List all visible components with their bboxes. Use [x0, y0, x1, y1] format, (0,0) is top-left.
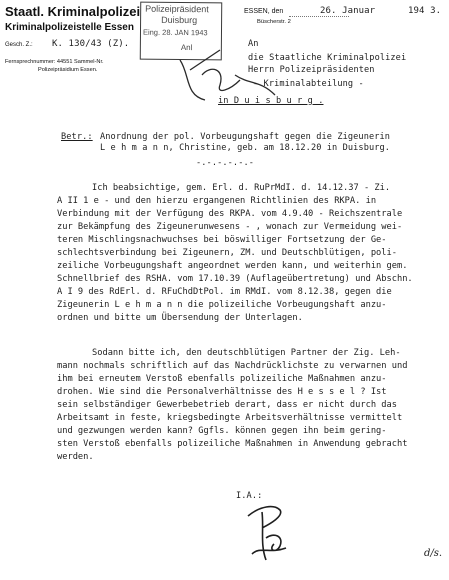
phone-line: Fernsprechnummer: 44551 Sammel-Nr. [5, 59, 104, 65]
org-name: Staatl. Kriminalpolizei [5, 4, 141, 19]
body-line: schlechtsverbindung bei Zigeunern, ZM. und Deutschblütigen, poli- [57, 248, 397, 258]
recipient-line-3: - Kriminalabteilung - [253, 79, 364, 89]
org-subunit: Kriminalpolizeistelle Essen [5, 22, 134, 33]
closing-ia: I.A.: [236, 491, 263, 501]
body-line: Schnellbrief des RSHA. vom 17.10.39 (Auflageübertretung) und Abschn. [57, 274, 413, 284]
body-line: A II 1 e - und den hierzu ergangenen Richtlinien des RKPA. in [57, 196, 377, 206]
signature [240, 498, 300, 568]
subject-line-1: Anordnung der pol. Vorbeugungshaft gegen die Zigeunerin [100, 132, 391, 142]
body-line: werden. [57, 452, 94, 462]
place-label: ESSEN, den [244, 8, 284, 15]
handwritten-initials: d/s. [424, 548, 443, 559]
body-line: sein selbständiger Gewerbebetrieb derart, dass er nicht durch das [57, 400, 397, 410]
body-line: ordnen und bitte um Übersendung der Unterlagen. [57, 313, 303, 323]
body-line: zeiliche Vorbeugungshaft angeordnet werden kann, und weiterhin gem. [57, 261, 408, 271]
body-line: Zigeunerin L e h m a n n die polizeiliche Vorbeugungshaft anzu- [57, 300, 387, 310]
subject-line-2: L e h m a n n, Christine, geb. am 18.12.20 in Duisburg. [100, 143, 391, 153]
body-line: sten Verstoß ebenfalls polizeiliche Maßnahmen in Anwendung gebracht [57, 439, 408, 449]
body-line: zur Bekämpfung des Zigeunerunwesens - , wonach zur Vermeidung wei- [57, 222, 403, 232]
stamp-title: Polizeipräsident [145, 3, 209, 15]
body-line: mann nochmals schriftlich auf das Nachdrücklichste zu verwarnen und [57, 361, 408, 371]
body-line: Verbindung mit der Verfügung des RKPA. vom 4.9.40 - Reichszentrale [57, 209, 403, 219]
body-line: drohen. Wie sind die Personalverhältnisse des H e s s e l ? Ist [57, 387, 387, 397]
recipient-an: An [248, 39, 259, 49]
body-line: Sodann bitte ich, den deutschblütigen Partner der Zig. Leh- [92, 348, 401, 358]
subject-label: Betr.: [61, 132, 93, 142]
body-line: ihm bei erneutem Verstoß ebenfalls polizeiliche Maßnahmen anzu- [57, 374, 387, 384]
body-line: und gezwungen werden kann? Ggfls. können gegen ihn beim gering- [57, 426, 387, 436]
body-line: A I 9 des RdErl. d. RFuChdDtPol. im RMdI. vom 8.12.38, gegen die [57, 287, 392, 297]
recipient-line-2: Herrn Polizeipräsidenten [248, 65, 375, 75]
recipient-line-1: die Staatliche Kriminalpolizei [248, 53, 407, 63]
gesch-label: Gesch. Z.: [5, 42, 33, 48]
stamp-date: Eing. 28. JAN 1943 [142, 27, 208, 38]
letter-date: 26. Januar [320, 6, 376, 16]
body-line: Ich beabsichtige, gem. Erl. d. RuPrMdI. d. 14.12.37 - Zi. [92, 183, 391, 193]
letter-year: 194 3. [408, 6, 442, 16]
stamp-anl: Anl [180, 42, 193, 53]
recipient-city: in D u i s b u r g . [218, 96, 324, 106]
body-line: Arbeitsamt in feste, kriegsbedingte Arbeitsverhältnisse vermittelt [57, 413, 403, 423]
date-line [289, 16, 349, 17]
body-line: teren Mischlingsnachwuchses bei böswilliger Fortsetzung der Ge- [57, 235, 387, 245]
subject-separator: -.-.-.-.-.- [196, 158, 255, 168]
gesch-value: K. 130/43 (Z). [52, 39, 130, 49]
stamp-city: Duisburg [161, 14, 198, 26]
phone-line-2: Polizeipräsidium Essen. [38, 67, 98, 73]
street-address: Büscherstr. 2 [257, 19, 291, 25]
